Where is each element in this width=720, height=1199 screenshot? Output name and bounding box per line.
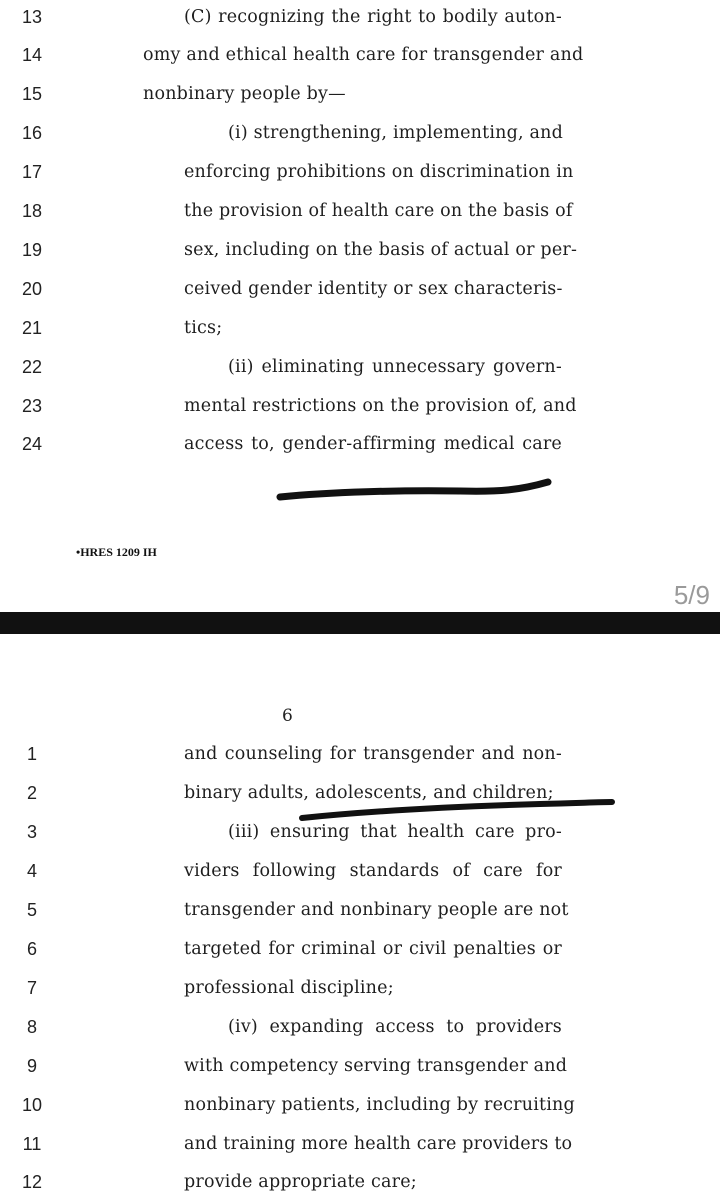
text-line bbox=[0, 934, 720, 964]
document-footer-id: •HRES 1209 IH bbox=[76, 545, 157, 559]
page-divider bbox=[0, 612, 720, 634]
line-text: (iii) ensuring that health care pro- bbox=[228, 822, 562, 842]
line-number: 20 bbox=[21, 279, 43, 299]
text-line bbox=[0, 157, 720, 187]
line-text: targeted for criminal or civil penalties or bbox=[184, 939, 562, 959]
text-line bbox=[0, 118, 720, 148]
line-text: access to, gender-affirming medical care bbox=[184, 434, 562, 454]
line-number: 2 bbox=[26, 783, 37, 803]
text-line bbox=[0, 778, 720, 808]
line-number: 18 bbox=[21, 201, 43, 221]
text-line bbox=[0, 79, 720, 109]
text-line bbox=[0, 739, 720, 769]
line-number: 12 bbox=[21, 1172, 43, 1192]
text-line bbox=[0, 817, 720, 847]
line-number: 1 bbox=[26, 744, 37, 764]
line-number: 10 bbox=[21, 1095, 43, 1115]
line-number: 4 bbox=[26, 861, 37, 881]
line-number: 24 bbox=[21, 434, 43, 454]
line-text: (i) strengthening, implementing, and bbox=[228, 123, 564, 143]
text-line bbox=[0, 313, 720, 343]
text-line bbox=[0, 352, 720, 382]
line-number: 17 bbox=[21, 162, 43, 182]
line-text: mental restrictions on the provision of, and bbox=[184, 396, 577, 416]
line-text: the provision of health care on the basis of bbox=[184, 201, 573, 221]
text-line bbox=[0, 1167, 720, 1197]
line-text: viders following standards of care for bbox=[184, 861, 562, 881]
line-number: 22 bbox=[21, 357, 43, 377]
line-text: and counseling for transgender and non- bbox=[184, 744, 562, 764]
text-line bbox=[0, 429, 720, 459]
line-number: 21 bbox=[21, 318, 43, 338]
line-number: 15 bbox=[21, 84, 43, 104]
line-text: (ii) eliminating unnecessary govern- bbox=[228, 357, 562, 377]
text-line bbox=[0, 1129, 720, 1159]
line-number: 8 bbox=[26, 1017, 37, 1037]
text-line bbox=[0, 895, 720, 925]
line-text: professional discipline; bbox=[184, 978, 394, 998]
line-text: enforcing prohibitions on discrimination in bbox=[184, 162, 574, 182]
line-number: 19 bbox=[21, 240, 43, 260]
line-text: transgender and nonbinary people are not bbox=[184, 900, 569, 920]
line-number: 13 bbox=[21, 7, 43, 27]
text-line bbox=[0, 235, 720, 265]
line-text: and training more health care providers to bbox=[184, 1134, 573, 1154]
line-text: nonbinary patients, including by recruiting bbox=[184, 1095, 575, 1115]
line-number: 14 bbox=[21, 45, 43, 65]
line-number: 3 bbox=[26, 822, 37, 842]
line-number: 9 bbox=[26, 1056, 37, 1076]
text-line bbox=[0, 856, 720, 886]
line-number: 7 bbox=[26, 978, 37, 998]
line-text: omy and ethical health care for transgender and bbox=[143, 45, 584, 65]
line-text: nonbinary people by— bbox=[143, 84, 346, 104]
line-text: with competency serving transgender and bbox=[184, 1056, 568, 1076]
line-text: (C) recognizing the right to bodily auton- bbox=[184, 7, 562, 27]
line-number: 23 bbox=[21, 396, 43, 416]
text-line bbox=[0, 973, 720, 1003]
line-number: 5 bbox=[26, 900, 37, 920]
line-text: binary adults, adolescents, and children; bbox=[184, 783, 554, 803]
line-text: sex, including on the basis of actual or per- bbox=[184, 240, 578, 260]
text-line bbox=[0, 1012, 720, 1042]
text-line bbox=[0, 1051, 720, 1081]
text-line bbox=[0, 40, 720, 70]
line-number: 11 bbox=[22, 1134, 42, 1154]
text-line bbox=[0, 391, 720, 421]
line-text: (iv) expanding access to providers bbox=[228, 1017, 562, 1037]
page-number: 6 bbox=[282, 706, 293, 726]
text-line bbox=[0, 2, 720, 32]
text-line bbox=[0, 196, 720, 226]
line-number: 16 bbox=[21, 123, 43, 143]
line-text: tics; bbox=[184, 318, 223, 338]
text-line bbox=[0, 274, 720, 304]
line-number: 6 bbox=[26, 939, 37, 959]
line-text: provide appropriate care; bbox=[184, 1172, 417, 1192]
line-text: ceived gender identity or sex characteris- bbox=[184, 279, 563, 299]
page-indicator: 5/9 bbox=[673, 580, 710, 610]
text-line bbox=[0, 1090, 720, 1120]
